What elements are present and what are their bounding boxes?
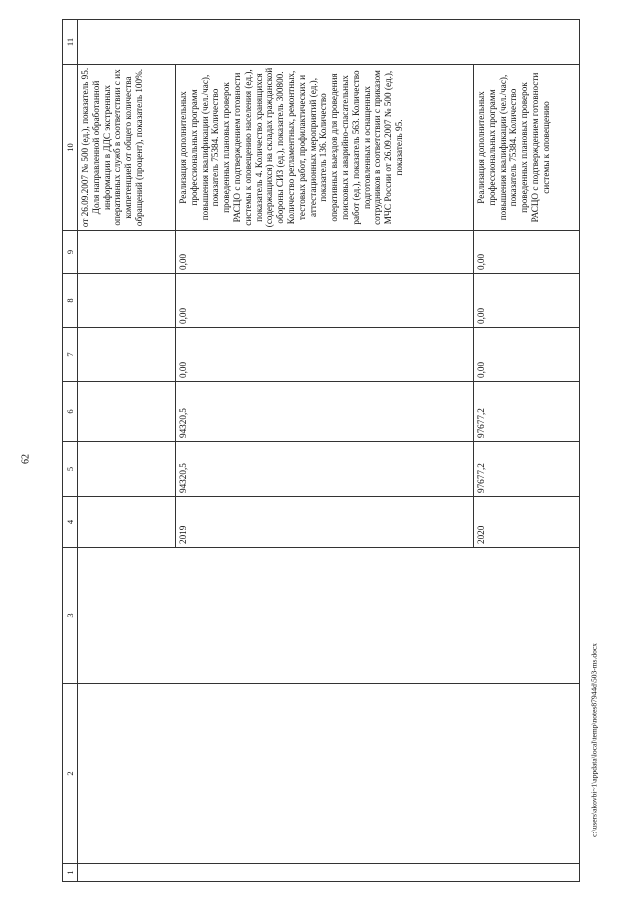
column-number: 4 [63,497,78,548]
page-number: 62 [20,454,32,464]
cell-year: 2019 [176,497,474,548]
cell-col-5: 97677,2 [474,442,580,497]
table-frame [62,20,580,882]
column-number: 2 [63,684,78,864]
column-number: 7 [63,328,78,382]
cell-col-2 [78,684,580,864]
cell-col-9: 0,00 [474,231,580,274]
cell-col-8 [78,274,176,328]
column-number: 11 [63,20,78,65]
column-number: 10 [63,65,78,231]
cell-col-9 [78,231,176,274]
column-number-row [63,20,78,882]
cell-description: Реализация дополнительных профессиональных программ повышения квалификации (чел./час), показатель 75384. Количество проведенных плановых проверок РАСЦО с подтверждением готовности системы к оповещению населения (ед.), показатель 4. Количество хранящихся (содержащихся) на складах гражданской обороны СИЗ (ед.), показатель 300800. Количество регламентных, ремонтных, тестовых работ, профилактических и аттестационных мероприятий (ед.), показатель 136. Количество оперативных выездов для проведения поисковых и аварийно-спасательных работ (ед.), показатель 563. Количество подготовленных и оснащенных сотрудников в соответствии с приказом МЧС России от 26.09.2007 № 500 (ед.), показатель 95. [176,65,474,231]
cell-col-9: 0,00 [176,231,474,274]
cell-year [78,497,176,548]
file-path-footer: c:\users\akovbi~1\appdata\local\temp\notes87944d\503-ms.docx [589,643,599,837]
cell-description: Реализация дополнительных профессиональных программ повышения квалификации (чел./час), показатель 75384. Количество проведенных плановых проверок РАСЦО с подтверждением готовности системы к оповещению [474,65,580,231]
program-table [62,19,580,882]
column-number: 5 [63,442,78,497]
column-number: 9 [63,231,78,274]
column-number: 1 [63,864,78,882]
cell-col-3 [78,548,580,684]
column-number: 3 [63,548,78,684]
cell-col-8: 0,00 [474,274,580,328]
cell-col-5: 94320,5 [176,442,474,497]
column-number: 8 [63,274,78,328]
cell-col-1 [78,864,580,882]
table-row [78,20,176,882]
cell-col-6: 94320,5 [176,382,474,442]
cell-year: 2020 [474,497,580,548]
cell-col-7: 0,00 [474,328,580,382]
column-number: 6 [63,382,78,442]
cell-col-6: 97677,2 [474,382,580,442]
cell-col-7 [78,328,176,382]
cell-col-6 [78,382,176,442]
rotated-table-container [62,20,580,882]
cell-description: от 26.09.2007 № 500 (ед.), показатель 95. Доля направленной обработанной информации в ДДС экстренных оперативных служб в соответствии с их компетенцией от общего количества обращений (процент), показатель 100%. [78,65,176,231]
cell-col-5 [78,442,176,497]
cell-col-7: 0,00 [176,328,474,382]
cell-col-8: 0,00 [176,274,474,328]
cell-col-11 [78,20,580,65]
